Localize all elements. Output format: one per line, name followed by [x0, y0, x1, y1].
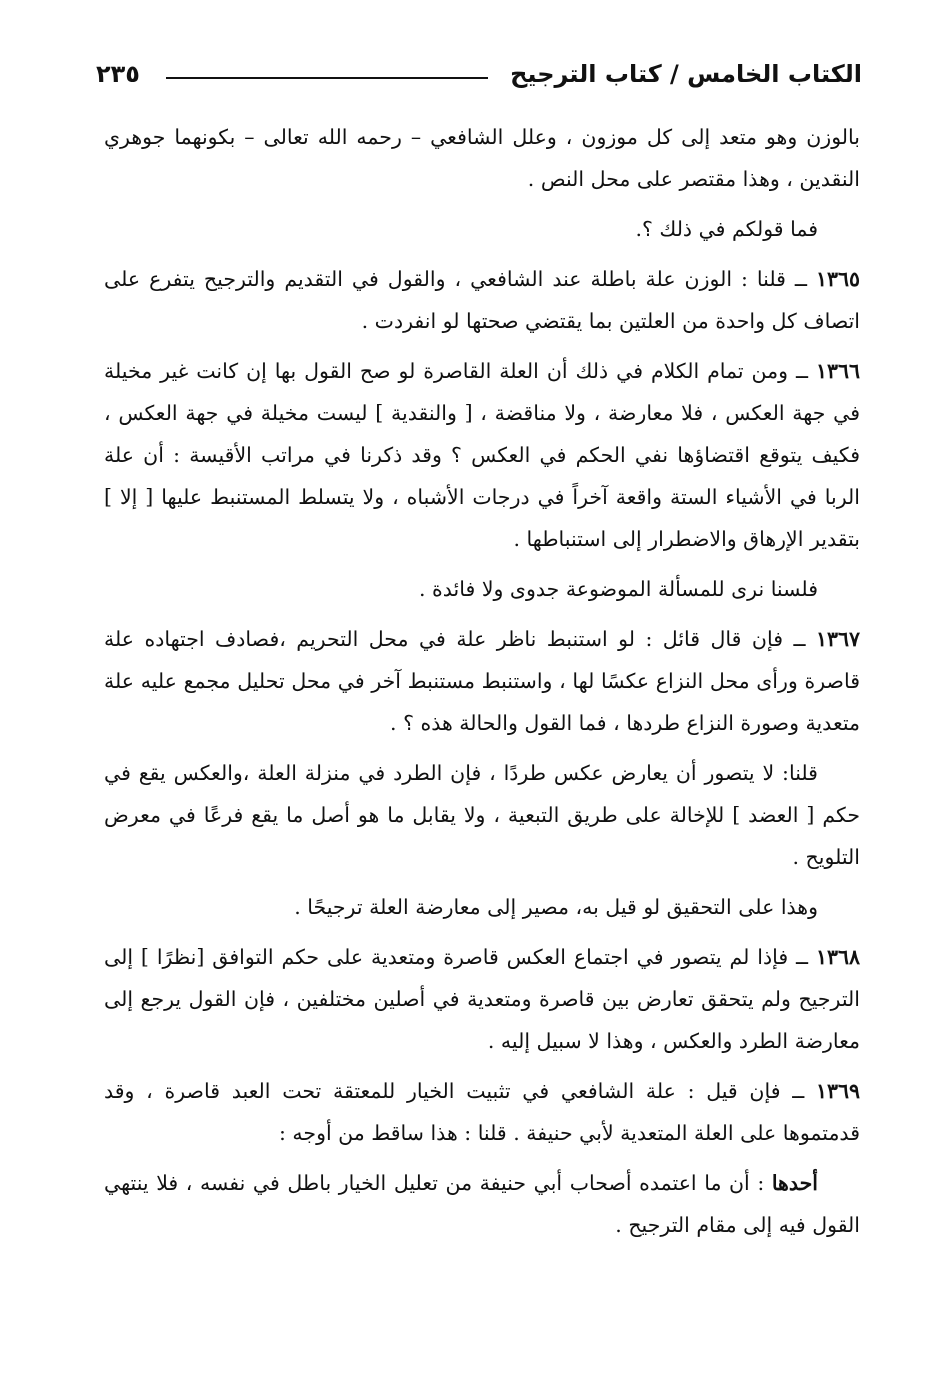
- paragraph-text: قلنا: لا يتصور أن يعارض عكس طردًا ، فإن الطرد في منزلة العلة ،والعكس يقع في حكم [ العضد ] للإخالة على طريق التبعية ، ولا يقابل ما هو أصل ما يقع فرعًا في معرض التلويح .: [104, 761, 860, 869]
- paragraph-text: فما قولكم في ذلك ؟.: [635, 217, 818, 241]
- numbered-paragraph: [104, 258, 860, 342]
- paragraph: [104, 568, 860, 610]
- paragraph-number: ١٣٦٧: [815, 627, 860, 651]
- paragraph: [104, 208, 860, 250]
- paragraph: [104, 1162, 860, 1246]
- running-header: [96, 52, 862, 96]
- paragraph-text: ــ فإن قال قائل : لو استنبط ناظر علة في محل التحريم ،فصادف اجتهاده علة قاصرة ورأى محل النزاع عكسًا لها ، واستنبط مستنبط آخر في محل تحليل مجمع عليه علة متعدية وصورة النزاع طردها ، فما القول والحالة هذه ؟ .: [104, 627, 860, 735]
- numbered-paragraph: [104, 1070, 860, 1154]
- chapter-title: الكتاب الخامس / كتاب الترجيح: [510, 60, 862, 88]
- paragraph-text: ــ ومن تمام الكلام في ذلك أن العلة القاصرة لو صح القول بها إن كانت غير مخيلة في جهة العكس ، فلا معارضة ، ولا مناقضة ، [ والنقدية ] ليست مخيلة في جهة العكس ، فكيف يتوقع اقتضاؤها نفي الحكم في العكس ؟ وقد ذكرنا في مراتب الأقيسة : أن علة الربا في الأشياء الستة واقعة آخراً في درجات الأشباه ، ولا يتسلط المستنبط عليها [ إلا ] بتقدير الإرهاق والاضطرار إلى استنباطها .: [104, 359, 860, 551]
- paragraph-text: فلسنا نرى للمسألة الموضوعة جدوى ولا فائدة .: [419, 577, 818, 601]
- paragraph-lead-word: أحدها: [771, 1171, 818, 1195]
- paragraph: [104, 886, 860, 928]
- paragraph-text: بالوزن وهو متعد إلى كل موزون ، وعلل الشافعي – رحمه الله تعالى – بكونهما جوهري النقدين ، وهذا مقتصر على محل النص .: [104, 125, 860, 191]
- page-number: ٢٣٥: [96, 60, 140, 88]
- main-text: [104, 116, 860, 1246]
- paragraph-number: ١٣٦٨: [815, 945, 860, 969]
- paragraph-number: ١٣٦٩: [815, 1079, 860, 1103]
- paragraph: [104, 116, 860, 200]
- numbered-paragraph: [104, 618, 860, 744]
- numbered-paragraph: [104, 350, 860, 560]
- paragraph: [104, 752, 860, 878]
- paragraph-number: ١٣٦٥: [815, 267, 860, 291]
- header-rule: [166, 77, 488, 79]
- paragraph-number: ١٣٦٦: [815, 359, 860, 383]
- numbered-paragraph: [104, 936, 860, 1062]
- paragraph-text: : أن ما اعتمده أصحاب أبي حنيفة من تعليل الخيار باطل في نفسه ، فلا ينتهي القول فيه إلى مقام الترجيح .: [104, 1171, 860, 1237]
- paragraph-text: ــ فإن قيل : علة الشافعي في تثبيت الخيار للمعتقة تحت العبد قاصرة ، وقد قدمتموها على العلة المتعدية لأبي حنيفة . قلنا : هذا ساقط من أوجه :: [104, 1079, 860, 1145]
- paragraph-text: ــ قلنا : الوزن علة باطلة عند الشافعي ، والقول في التقديم والترجيح يتفرع على اتصاف كل واحدة من العلتين بما يقتضي صحتها لو انفردت .: [104, 267, 860, 333]
- paragraph-text: ــ فإذا لم يتصور في اجتماع العكس قاصرة ومتعدية على حكم التوافق [نظرًا ] إلى الترجيح ولم يتحقق تعارض بين قاصرة ومتعدية في أصلين مختلفين ، فإن القول يرجع إلى معارضة الطرد والعكس ، وهذا لا سبيل إليه .: [104, 945, 860, 1053]
- paragraph-text: وهذا على التحقيق لو قيل به، مصير إلى معارضة العلة ترجيحًا .: [294, 895, 818, 919]
